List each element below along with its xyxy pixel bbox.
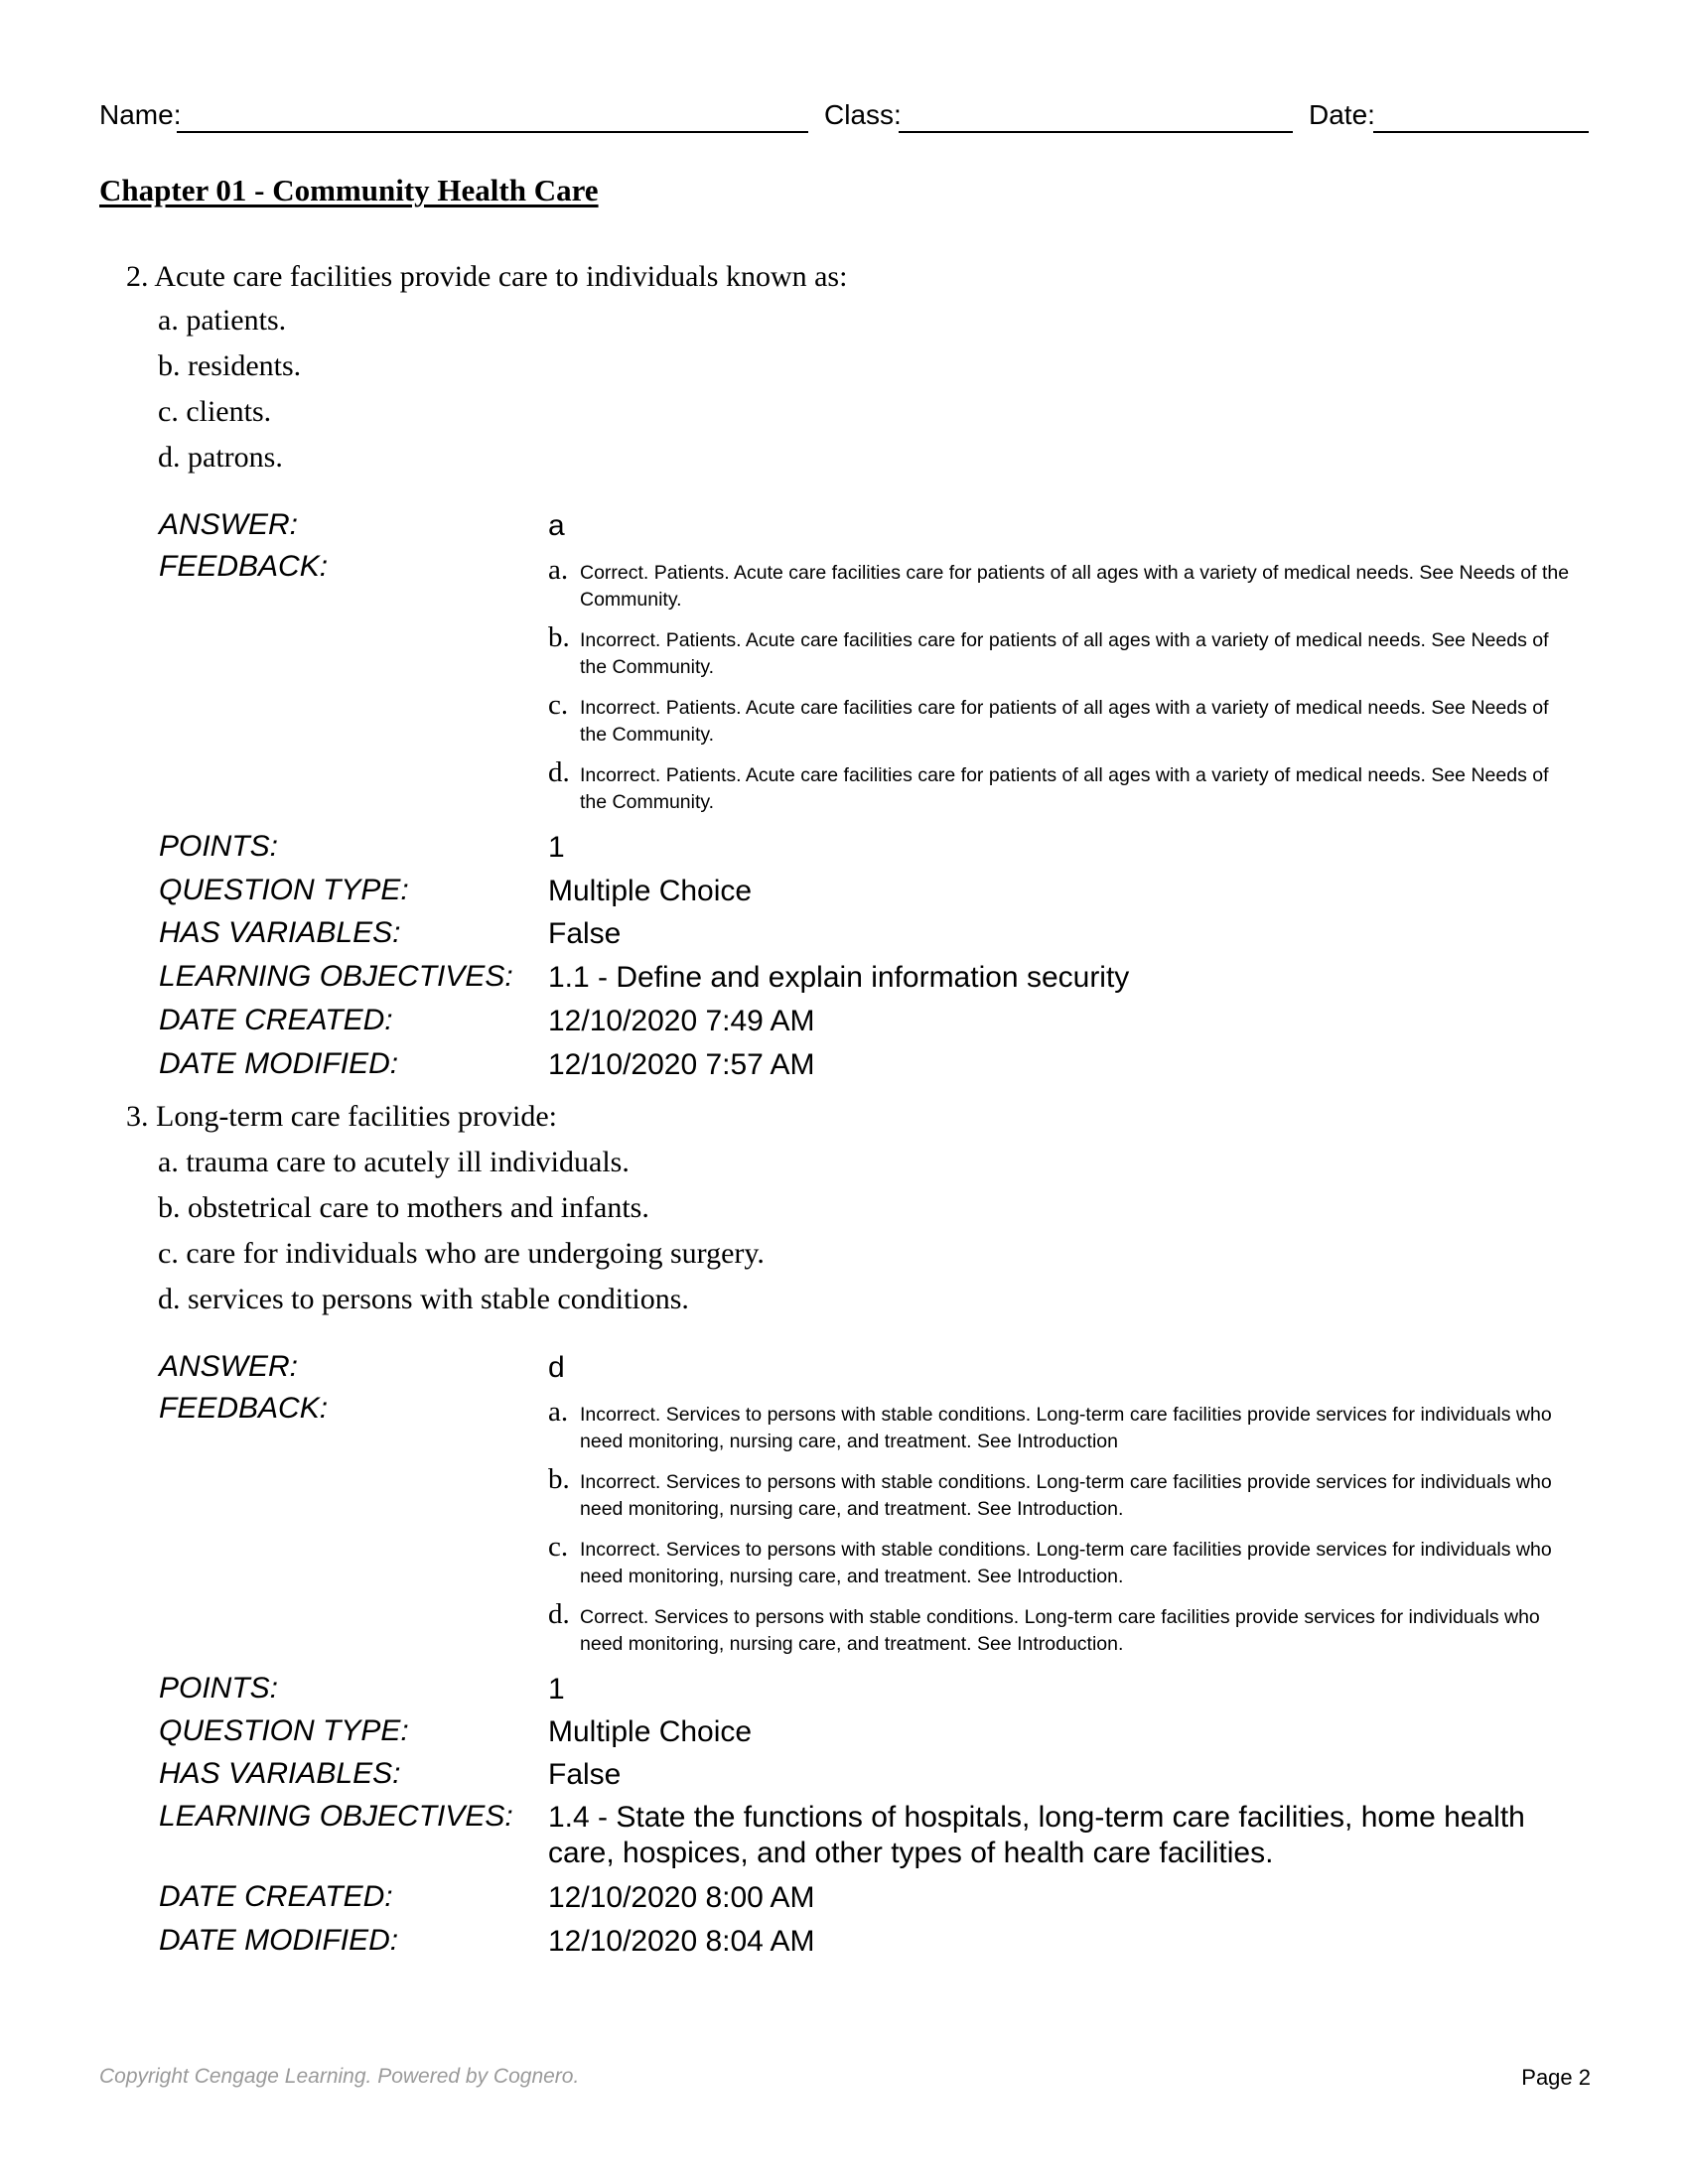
choice-c: c. clients. [158, 395, 272, 428]
feedback-text: Correct. Patients. Acute care facilities care for patients of all ages with a variety of medical needs. See Needs of the Community. [580, 562, 1570, 611]
learning-objectives-label: LEARNING OBJECTIVES: [159, 1800, 513, 1833]
feedback-text: Incorrect. Services to persons with stable conditions. Long-term care facilities provide services for individuals who need monitoring, nursing care, and treatment. See Introduction [580, 1404, 1552, 1452]
question-type-label: QUESTION TYPE: [159, 874, 409, 906]
date-modified-value: 12/10/2020 8:04 AM [548, 1925, 815, 1958]
points-value: 1 [548, 831, 565, 864]
feedback-letter: a. [548, 1396, 569, 1428]
points-label: POINTS: [159, 830, 279, 863]
chapter-title: Chapter 01 - Community Health Care [99, 173, 599, 207]
has-variables-label: HAS VARIABLES: [159, 916, 401, 949]
has-variables-label: HAS VARIABLES: [159, 1757, 401, 1790]
feedback-text: Incorrect. Patients. Acute care facilities care for patients of all ages with a variety of medical needs. See Needs of the Community. [580, 629, 1549, 678]
class-label: Class: [824, 99, 902, 130]
choice-a: a. patients. [158, 304, 287, 337]
worksheet-header [99, 99, 1589, 139]
date-modified-label: DATE MODIFIED: [159, 1047, 399, 1080]
feedback-text: Incorrect. Patients. Acute care facilities care for patients of all ages with a variety of medical needs. See Needs of the Community. [580, 697, 1549, 746]
learning-objectives-label: LEARNING OBJECTIVES: [159, 960, 513, 993]
date-created-value: 12/10/2020 7:49 AM [548, 1005, 815, 1037]
date-label: Date: [1309, 99, 1375, 130]
choice-d: d. services to persons with stable conditions. [158, 1283, 689, 1315]
feedback-label: FEEDBACK: [159, 1392, 329, 1425]
points-value: 1 [548, 1673, 565, 1706]
answer-label: ANSWER: [159, 1350, 299, 1383]
question-type-value: Multiple Choice [548, 1715, 753, 1748]
learning-objectives-value: 1.4 - State the functions of hospitals, long-term care facilities, home health care, hospices, and other types of health care facilities. [548, 1801, 1525, 1869]
feedback-text: Incorrect. Services to persons with stable conditions. Long-term care facilities provide services for individuals who need monitoring, nursing care, and treatment. See Introduction. [580, 1471, 1552, 1520]
date-blank-line [1373, 131, 1589, 133]
answer-value: d [548, 1351, 565, 1384]
feedback-letter: d. [548, 756, 570, 788]
feedback-text: Incorrect. Patients. Acute care facilities care for patients of all ages with a variety of medical needs. See Needs of the Community. [580, 764, 1549, 813]
date-created-label: DATE CREATED: [159, 1004, 393, 1036]
name-blank-line [177, 131, 808, 133]
feedback-letter: d. [548, 1598, 570, 1630]
choice-b: b. obstetrical care to mothers and infants. [158, 1191, 649, 1224]
date-created-value: 12/10/2020 8:00 AM [548, 1881, 815, 1914]
feedback-letter: c. [548, 689, 569, 721]
points-label: POINTS: [159, 1672, 279, 1705]
date-created-label: DATE CREATED: [159, 1880, 393, 1913]
class-blank-line [899, 131, 1293, 133]
choice-a: a. trauma care to acutely ill individuals. [158, 1146, 630, 1178]
feedback-letter: c. [548, 1531, 569, 1563]
feedback-label: FEEDBACK: [159, 550, 329, 583]
feedback-letter: a. [548, 554, 569, 586]
feedback-text: Incorrect. Services to persons with stable conditions. Long-term care facilities provide services for individuals who need monitoring, nursing care, and treatment. See Introduction. [580, 1539, 1552, 1587]
question-type-label: QUESTION TYPE: [159, 1714, 409, 1747]
date-modified-label: DATE MODIFIED: [159, 1924, 399, 1957]
has-variables-value: False [548, 917, 622, 950]
question-stem: 3. Long-term care facilities provide: [126, 1100, 557, 1133]
question-type-value: Multiple Choice [548, 875, 753, 907]
answer-value: a [548, 509, 565, 542]
question-stem: 2. Acute care facilities provide care to individuals known as: [126, 260, 848, 293]
page-number: Page 2 [1521, 2065, 1591, 2090]
answer-label: ANSWER: [159, 508, 299, 541]
has-variables-value: False [548, 1758, 622, 1791]
choice-d: d. patrons. [158, 441, 283, 474]
feedback-letter: b. [548, 621, 570, 653]
date-modified-value: 12/10/2020 7:57 AM [548, 1048, 815, 1081]
feedback-text: Correct. Services to persons with stable conditions. Long-term care facilities provide services for individuals who need monitoring, nursing care, and treatment. See Introduction. [580, 1606, 1540, 1655]
learning-objectives-value: 1.1 - Define and explain information security [548, 961, 1130, 994]
copyright-notice: Copyright Cengage Learning. Powered by Cognero. [99, 2065, 580, 2088]
name-label: Name: [99, 99, 182, 130]
choice-b: b. residents. [158, 349, 302, 382]
choice-c: c. care for individuals who are undergoing surgery. [158, 1237, 765, 1270]
feedback-letter: b. [548, 1463, 570, 1495]
